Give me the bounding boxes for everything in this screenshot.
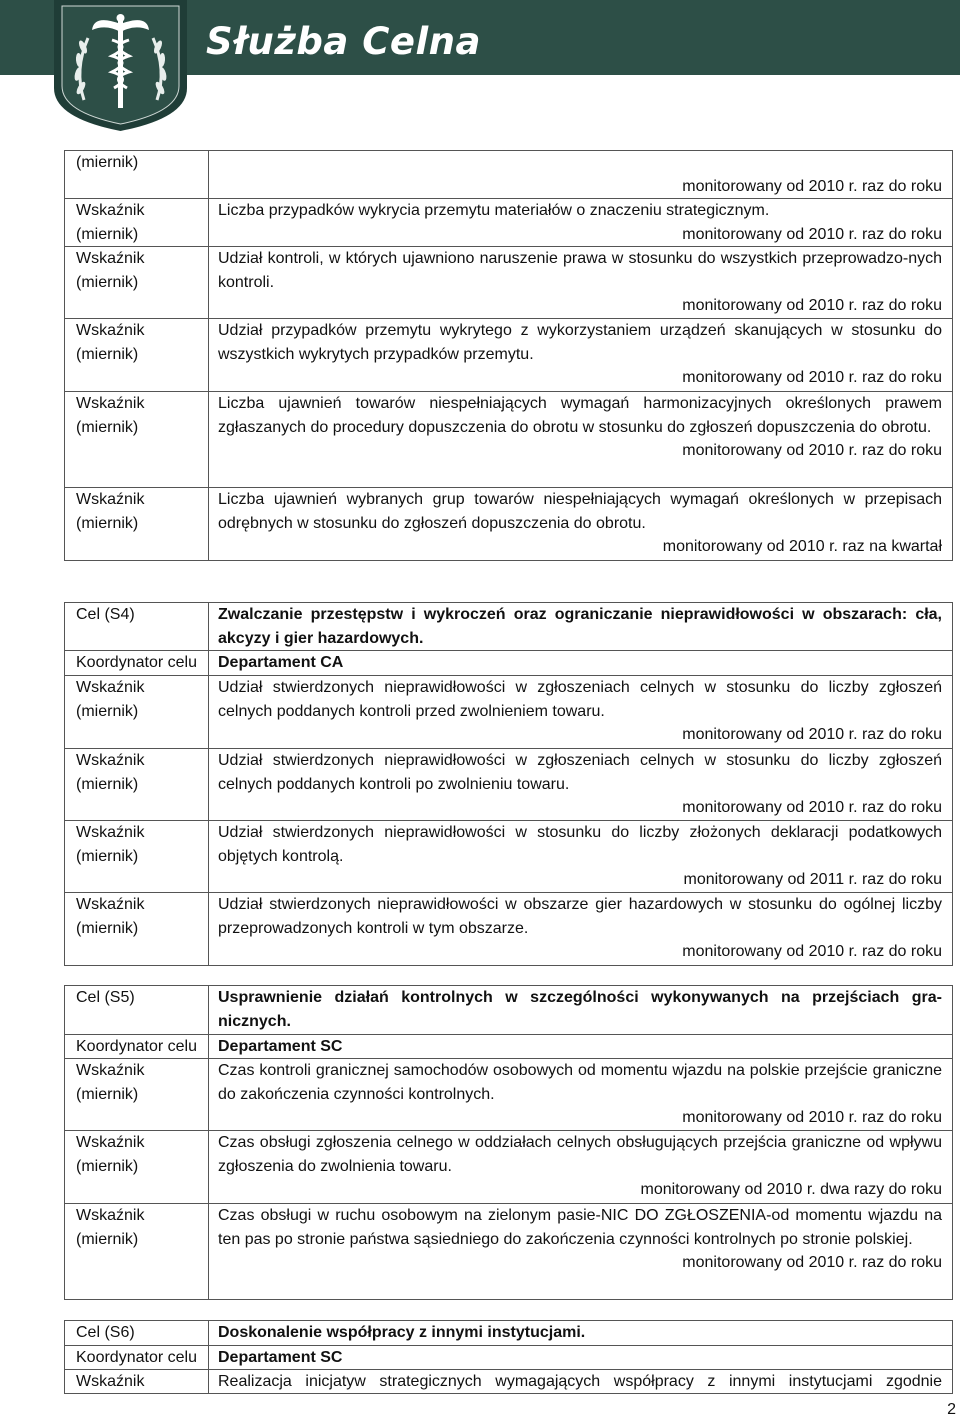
row-value (209, 319, 952, 391)
label-text: (miernik) (76, 273, 139, 291)
indicator-text: Czas obsługi w ruchu osobowym na zielonym pasie-NIC DO ZGŁOSZENIA-od momentu wjazdu na ten pas po stronie państwa sąsiedniego do zakończenia czynności kontrolnych po stronie polskiej. (218, 1207, 942, 1248)
page-number: 2 (947, 1401, 956, 1418)
row-label (65, 1059, 209, 1130)
monitoring-text: monitorowany od 2010 r. raz do roku (682, 177, 942, 195)
row-value (209, 749, 952, 820)
coordinator-row (65, 1035, 952, 1059)
indicator-text: Realizacja inicjatyw strategicznych wymagających współpracy z innymi instytucjami zgodnie (218, 1373, 942, 1390)
label-text: (miernik) (76, 225, 139, 243)
goal-label (65, 986, 209, 1034)
label-text: (miernik) (76, 418, 139, 436)
row-label (65, 821, 209, 892)
coordinator-text: Departament SC (218, 1349, 343, 1366)
label-text: Wskaźnik (76, 322, 145, 339)
label-text: Koordynator celu (76, 654, 197, 671)
table-row (65, 488, 952, 561)
brand-title: Służba Celna (206, 20, 481, 63)
label-text: Wskaźnik (76, 896, 145, 913)
label-text: (miernik) (76, 1230, 139, 1248)
row-value (209, 1059, 952, 1130)
coordinator-value (209, 1035, 952, 1058)
table-row (65, 749, 952, 821)
row-label (65, 749, 209, 820)
monitoring-text: monitorowany od 2010 r. raz do roku (682, 369, 942, 387)
label-text: Wskaźnik (76, 395, 145, 412)
goal-text (209, 1321, 952, 1345)
row-value (209, 893, 952, 965)
row-label (65, 199, 209, 246)
label-text: Wskaźnik (76, 491, 145, 508)
coordinator-row (65, 1346, 952, 1370)
monitoring-text: monitorowany od 2010 r. raz do roku (682, 799, 942, 817)
table-row (65, 821, 952, 893)
row-label (65, 247, 209, 318)
label-text: (miernik) (76, 775, 139, 793)
label-text: Wskaźnik (76, 824, 145, 841)
goal-description: Zwalczanie przestępstw i wykroczeń oraz ograniczanie nieprawidłowości w obszarach: cła, akcyzy i gier hazardowych. (218, 606, 942, 647)
coordinator-label (65, 1035, 209, 1058)
label-text: Wskaźnik (76, 1373, 145, 1390)
goal-row (65, 1321, 952, 1346)
row-value (209, 1131, 952, 1203)
table-row (65, 199, 952, 247)
row-label (65, 1370, 209, 1393)
table-row (65, 151, 952, 199)
indicator-text: Czas kontroli granicznej samochodów osobowych od momentu wjazdu na polskie przejście graniczne do zakończenia czynności kontrolnych. (218, 1062, 942, 1103)
indicators-table-top (64, 150, 953, 561)
table-row (65, 1059, 952, 1131)
table-row (65, 893, 952, 966)
coordinator-row (65, 651, 952, 676)
indicator-text: Udział stwierdzonych nieprawidłowości w obszarze gier hazardowych w stosunku do ogólnej liczby przeprowadzonych kontroli w tym obszarze. (218, 896, 942, 937)
monitoring-text: monitorowany od 2010 r. raz do roku (682, 442, 942, 460)
indicator-text: Udział stwierdzonych nieprawidłowości w zgłoszeniach celnych w stosunku do liczby zgłoszeń celnych poddanych kontroli po zwolnieniu towaru. (218, 752, 942, 793)
row-value (209, 392, 952, 487)
goal-table-s6 (64, 1320, 953, 1394)
monitoring-text: monitorowany od 2010 r. raz na kwartał (662, 538, 942, 556)
monitoring-text: monitorowany od 2010 r. raz do roku (682, 225, 942, 243)
goal-text (209, 603, 952, 650)
row-value (209, 247, 952, 318)
coordinator-text: Departament CA (218, 654, 344, 671)
row-label (65, 1204, 209, 1299)
coordinator-value (209, 1346, 952, 1369)
label-text: Koordynator celu (76, 1349, 197, 1366)
row-value (209, 676, 952, 748)
monitoring-text: monitorowany od 2010 r. raz do roku (682, 943, 942, 961)
goal-text (209, 986, 952, 1034)
coordinator-label (65, 1346, 209, 1369)
label-text: Cel (S5) (76, 989, 135, 1006)
label-text: (miernik) (76, 919, 139, 937)
table-row (65, 247, 952, 319)
table-row (65, 319, 952, 392)
header-banner (0, 0, 960, 131)
coordinator-label (65, 651, 209, 675)
row-value (209, 488, 952, 560)
indicator-text: Udział stwierdzonych nieprawidłowości w stosunku do liczby złożonych deklaracji podatkowych objętych kontrolą. (218, 824, 942, 865)
monitoring-text: monitorowany od 2010 r. dwa razy do roku (640, 1181, 942, 1199)
row-label (65, 151, 209, 198)
label-text: Cel (S6) (76, 1324, 135, 1341)
monitoring-text: monitorowany od 2011 r. raz do roku (683, 871, 942, 889)
row-label (65, 319, 209, 391)
goal-row (65, 603, 952, 651)
goal-table-s4 (64, 602, 953, 966)
indicator-text: Udział kontroli, w których ujawniono naruszenie prawa w stosunku do wszystkich przeprowadzo-nych kontroli. (218, 250, 942, 291)
row-value (209, 821, 952, 892)
label-text: Koordynator celu (76, 1038, 197, 1055)
goal-label (65, 1321, 209, 1345)
label-text: Cel (S4) (76, 606, 135, 623)
customs-emblem-icon (54, 0, 187, 131)
goal-label (65, 603, 209, 650)
label-text: (miernik) (76, 702, 139, 720)
monitoring-text: monitorowany od 2010 r. raz do roku (682, 297, 942, 315)
label-text: (miernik) (76, 1085, 139, 1103)
row-value (209, 199, 952, 246)
indicator-text: Udział przypadków przemytu wykrytego z wykorzystaniem urządzeń skanujących w stosunku do wszystkich wykrytych przypadków przemytu. (218, 322, 942, 363)
row-value (209, 151, 952, 198)
monitoring-text: monitorowany od 2010 r. raz do roku (682, 1254, 942, 1272)
label-text: (miernik) (76, 345, 139, 363)
indicator-text: Udział stwierdzonych nieprawidłowości w zgłoszeniach celnych w stosunku do liczby zgłoszeń celnych poddanych kontroli przed zwolnieniem towaru. (218, 679, 942, 720)
table-row (65, 392, 952, 488)
label-text: (miernik) (76, 1157, 139, 1175)
label-text: Wskaźnik (76, 679, 145, 696)
label-text: Wskaźnik (76, 1207, 145, 1224)
label-text: Wskaźnik (76, 202, 145, 219)
table-row (65, 1131, 952, 1204)
table-row (65, 676, 952, 749)
label-text: Wskaźnik (76, 1134, 145, 1151)
table-row (65, 1204, 952, 1300)
goal-table-s5 (64, 985, 953, 1300)
table-row (65, 1370, 952, 1394)
label-text: (miernik) (76, 514, 139, 532)
monitoring-text: monitorowany od 2010 r. raz do roku (682, 1109, 942, 1127)
label-text: (miernik) (76, 847, 139, 865)
row-label (65, 1131, 209, 1203)
label-text: Wskaźnik (76, 250, 145, 267)
row-value (209, 1370, 952, 1393)
indicator-text: Czas obsługi zgłoszenia celnego w oddziałach celnych obsługujących przejścia graniczne od wpływu zgłoszenia do zwolnienia towaru. (218, 1134, 942, 1175)
label-text: Wskaźnik (76, 1062, 145, 1079)
indicator-text: Liczba ujawnień towarów niespełniających wymagań harmonizacyjnych określonych prawem zgłaszanych do procedury dopuszczenia do obrotu w stosunku do zgłoszeń dopuszczenia do obrotu. (218, 395, 942, 436)
goal-description: Doskonalenie współpracy z innymi instytucjami. (218, 1324, 586, 1341)
row-label (65, 488, 209, 560)
label-text: Wskaźnik (76, 752, 145, 769)
monitoring-text: monitorowany od 2010 r. raz do roku (682, 726, 942, 744)
coordinator-text: Departament SC (218, 1038, 343, 1055)
indicator-text: Liczba przypadków wykrycia przemytu materiałów o znaczeniu strategicznym. (218, 202, 770, 219)
goal-row (65, 986, 952, 1035)
goal-description: Usprawnienie działań kontrolnych w szczególności wykonywanych na przejściach gra-nicznych. (218, 989, 942, 1030)
row-label (65, 676, 209, 748)
coordinator-value (209, 651, 952, 675)
label-text: (miernik) (76, 154, 139, 171)
row-value (209, 1204, 952, 1299)
indicator-text: Liczba ujawnień wybranych grup towarów niespełniających wymagań określonych w przepisach odrębnych w stosunku do zgłoszeń dopuszczenia do obrotu. (218, 491, 942, 532)
row-label (65, 893, 209, 965)
row-label (65, 392, 209, 487)
